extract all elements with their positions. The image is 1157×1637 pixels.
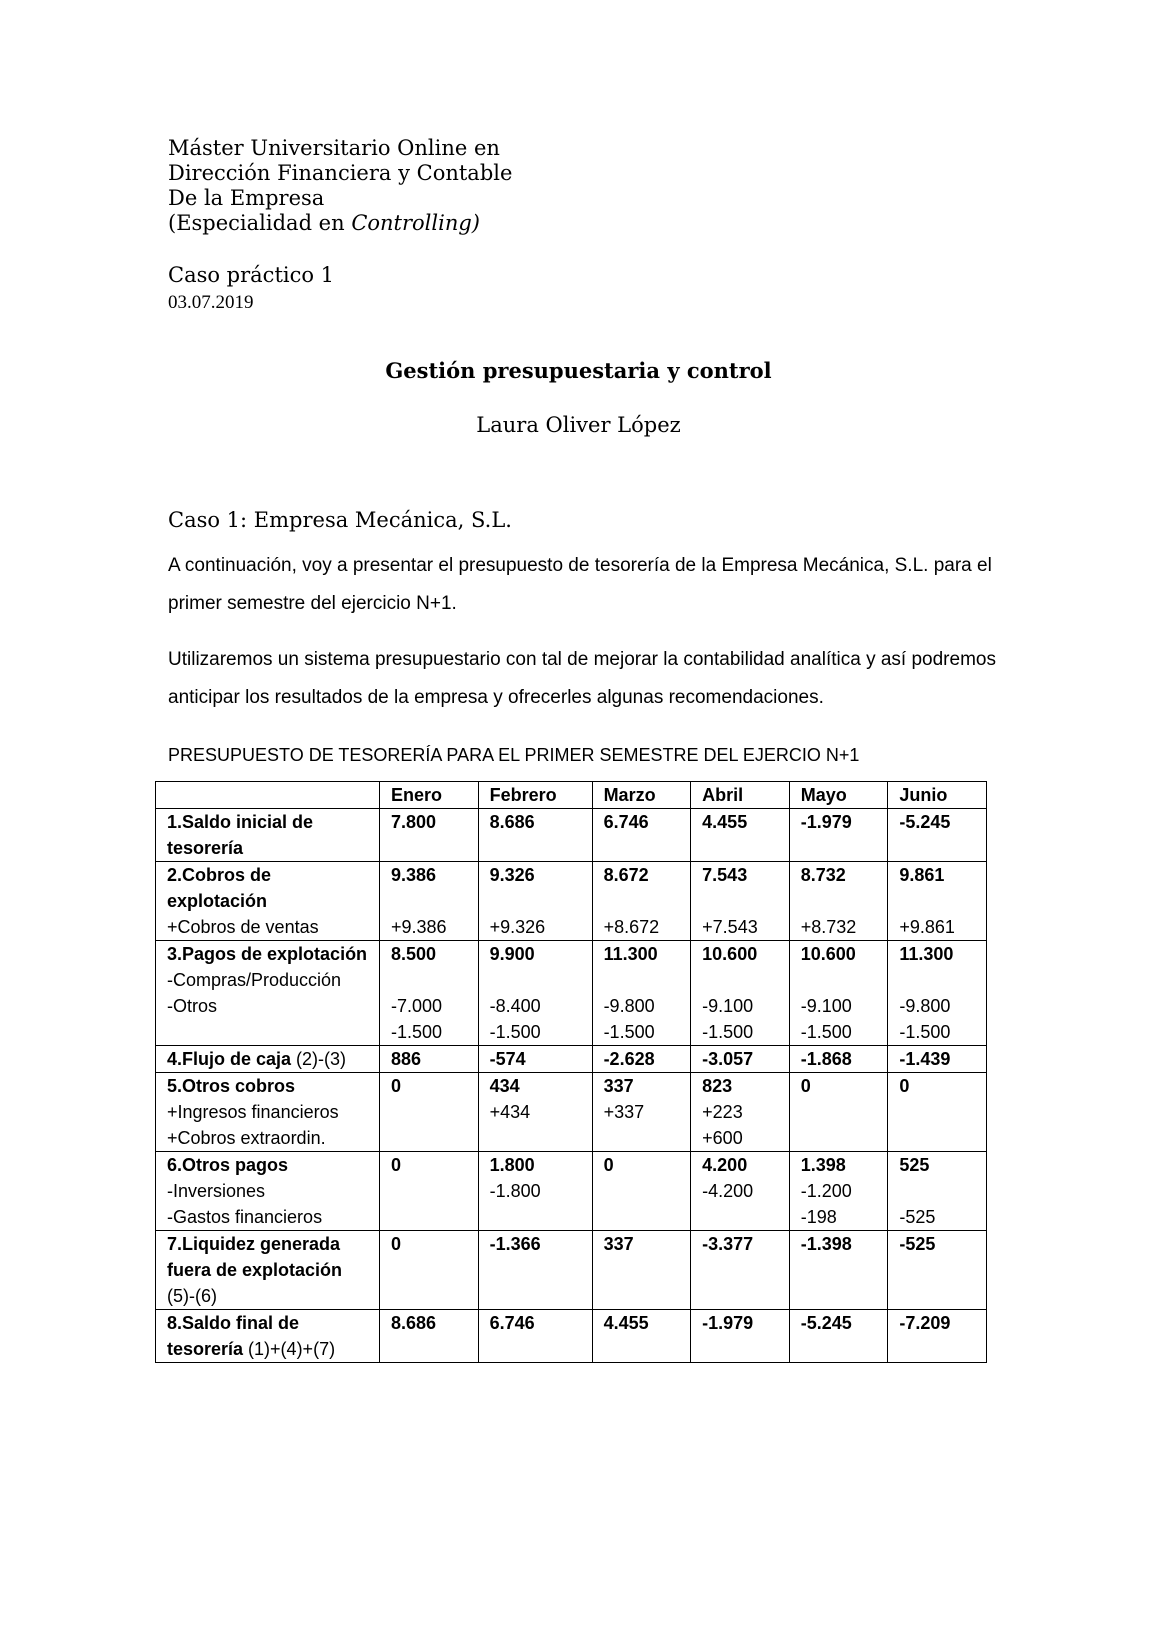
value-cell bbox=[380, 1152, 479, 1231]
header-line: Máster Universitario Online en bbox=[168, 136, 500, 160]
row-label-title: 4.Flujo de caja bbox=[167, 1049, 292, 1069]
value-cell bbox=[691, 1152, 790, 1231]
cell-total: -1.366 bbox=[489, 1234, 541, 1254]
row-label-main bbox=[167, 1046, 373, 1072]
cell-detail: +337 bbox=[603, 1102, 645, 1122]
cell-detail: +434 bbox=[489, 1102, 531, 1122]
cell-detail bbox=[899, 967, 980, 993]
value-cell bbox=[478, 1073, 592, 1152]
cell-detail: +9.861 bbox=[899, 917, 955, 937]
cell-detail: -1.500 bbox=[702, 1022, 754, 1042]
row-label-sub: +Cobros extraordin. bbox=[167, 1128, 326, 1148]
value-cell bbox=[380, 1231, 479, 1310]
author-name: Laura Oliver López bbox=[476, 413, 681, 437]
document-title: Gestión presupuestaria y control bbox=[385, 358, 772, 383]
row-label-sub: +Cobros de ventas bbox=[167, 917, 319, 937]
row-label bbox=[156, 809, 380, 862]
specialty-name: Controlling) bbox=[351, 211, 480, 235]
value-cell bbox=[380, 1046, 479, 1073]
value-cell bbox=[478, 809, 592, 862]
cell-total: 8.732 bbox=[800, 865, 846, 885]
value-cell bbox=[789, 1152, 888, 1231]
value-cell bbox=[691, 1046, 790, 1073]
cell-detail: -9.800 bbox=[899, 996, 951, 1016]
cell-total: 9.900 bbox=[489, 944, 535, 964]
cell-total: 8.500 bbox=[391, 944, 437, 964]
cell-detail: -8.400 bbox=[489, 996, 541, 1016]
row-label-main bbox=[167, 862, 373, 914]
document-date: 03.07.2019 bbox=[168, 292, 254, 313]
cell-total: 4.200 bbox=[702, 1155, 748, 1175]
cell-detail: -1.500 bbox=[899, 1022, 951, 1042]
table-row bbox=[156, 941, 987, 1046]
cell-total: 11.300 bbox=[603, 944, 658, 964]
cell-total: -574 bbox=[489, 1049, 526, 1069]
value-cell bbox=[592, 1310, 691, 1363]
cell-total: 6.746 bbox=[603, 812, 649, 832]
table-row bbox=[156, 1073, 987, 1152]
cell-detail bbox=[899, 888, 980, 914]
cell-detail bbox=[801, 967, 882, 993]
value-cell bbox=[888, 1152, 987, 1231]
cell-detail bbox=[604, 888, 685, 914]
value-cell bbox=[888, 1310, 987, 1363]
table-row bbox=[156, 1152, 987, 1231]
row-label-title: 8.Saldo final de tesorería bbox=[167, 1313, 300, 1359]
cell-detail: -1.500 bbox=[800, 1022, 852, 1042]
cell-total: 0 bbox=[603, 1155, 614, 1175]
cell-detail: -1.800 bbox=[489, 1181, 541, 1201]
value-cell bbox=[478, 1310, 592, 1363]
cell-total: -3.057 bbox=[702, 1049, 754, 1069]
row-label-title: 2.Cobros de explotación bbox=[167, 865, 272, 911]
value-cell bbox=[691, 1231, 790, 1310]
cell-detail: -198 bbox=[800, 1207, 837, 1227]
value-cell bbox=[888, 1231, 987, 1310]
value-cell bbox=[789, 862, 888, 941]
cell-total: 9.861 bbox=[899, 865, 945, 885]
cell-total: 1.398 bbox=[800, 1155, 846, 1175]
value-cell bbox=[592, 1152, 691, 1231]
cell-total: 7.800 bbox=[391, 812, 437, 832]
cell-detail: +8.672 bbox=[603, 917, 660, 937]
value-cell bbox=[592, 1073, 691, 1152]
cell-total: 0 bbox=[800, 1076, 811, 1096]
cell-detail: -9.800 bbox=[603, 996, 655, 1016]
cell-total: 0 bbox=[391, 1155, 402, 1175]
treasury-budget-table bbox=[155, 781, 987, 1363]
row-label-formula: (1)+(4)+(7) bbox=[243, 1339, 336, 1359]
value-cell bbox=[691, 1073, 790, 1152]
cell-detail: -1.500 bbox=[603, 1022, 655, 1042]
cell-total: -1.979 bbox=[800, 812, 852, 832]
cell-total: -5.245 bbox=[800, 1313, 852, 1333]
cell-detail: -7.000 bbox=[391, 996, 443, 1016]
value-cell bbox=[789, 809, 888, 862]
value-cell bbox=[789, 1231, 888, 1310]
column-header bbox=[156, 782, 380, 809]
cell-detail: -4.200 bbox=[702, 1181, 754, 1201]
row-label-sub: (5)-(6) bbox=[167, 1286, 217, 1306]
cell-detail: -525 bbox=[899, 1207, 936, 1227]
cell-total: 823 bbox=[702, 1076, 733, 1096]
header-line: Dirección Financiera y Contable bbox=[168, 161, 513, 185]
cell-total: 7.543 bbox=[702, 865, 748, 885]
value-cell bbox=[691, 941, 790, 1046]
cell-detail: +9.326 bbox=[489, 917, 546, 937]
value-cell bbox=[888, 1046, 987, 1073]
row-label-title: 6.Otros pagos bbox=[167, 1155, 289, 1175]
value-cell bbox=[888, 1073, 987, 1152]
row-label-main bbox=[167, 1310, 373, 1362]
table-caption: PRESUPUESTO DE TESORERÍA PARA EL PRIMER SEMESTRE DEL EJERCIO N+1 bbox=[168, 745, 860, 765]
cell-total: 11.300 bbox=[899, 944, 954, 964]
value-cell bbox=[592, 941, 691, 1046]
cell-total: -3.377 bbox=[702, 1234, 754, 1254]
row-label-title: 7.Liquidez generada fuera de explotación bbox=[167, 1234, 343, 1280]
row-label-main bbox=[167, 1231, 373, 1283]
row-label bbox=[156, 862, 380, 941]
cell-total: -1.398 bbox=[800, 1234, 852, 1254]
cell-detail: -9.100 bbox=[800, 996, 852, 1016]
table-row bbox=[156, 1046, 987, 1073]
value-cell bbox=[478, 862, 592, 941]
header-line: De la Empresa bbox=[168, 186, 325, 210]
cell-total: 0 bbox=[899, 1076, 910, 1096]
cell-detail: +7.543 bbox=[702, 917, 758, 937]
cell-total: 9.386 bbox=[391, 865, 437, 885]
column-header: Mayo bbox=[789, 782, 888, 809]
intro-paragraph: A continuación, voy a presentar el presupuesto de tesorería de la Empresa Mecánica, S.L. para el primer semestre del ejercicio N+1. bbox=[168, 555, 992, 614]
table-row bbox=[156, 1231, 987, 1310]
cell-total: 10.600 bbox=[702, 944, 758, 964]
column-header: Febrero bbox=[478, 782, 592, 809]
column-header: Marzo bbox=[592, 782, 691, 809]
cell-detail bbox=[391, 967, 472, 993]
value-cell bbox=[888, 862, 987, 941]
value-cell bbox=[380, 809, 479, 862]
value-cell bbox=[691, 809, 790, 862]
cell-total: -1.868 bbox=[800, 1049, 852, 1069]
row-label bbox=[156, 1310, 380, 1363]
row-label bbox=[156, 1046, 380, 1073]
cell-detail bbox=[490, 888, 586, 914]
value-cell bbox=[592, 862, 691, 941]
row-label-main bbox=[167, 941, 373, 967]
cell-total: 9.326 bbox=[489, 865, 535, 885]
cell-detail bbox=[801, 888, 882, 914]
cell-detail: -1.500 bbox=[489, 1022, 541, 1042]
value-cell bbox=[888, 941, 987, 1046]
value-cell bbox=[380, 941, 479, 1046]
cell-total: -7.209 bbox=[899, 1313, 951, 1333]
cell-total: 434 bbox=[489, 1076, 520, 1096]
cell-total: 4.455 bbox=[702, 812, 748, 832]
cell-total: 886 bbox=[391, 1049, 422, 1069]
value-cell bbox=[592, 1046, 691, 1073]
value-cell bbox=[789, 1046, 888, 1073]
table-row bbox=[156, 1310, 987, 1363]
cell-total: 0 bbox=[391, 1234, 402, 1254]
row-label-sub: -Otros bbox=[167, 996, 218, 1016]
value-cell bbox=[888, 809, 987, 862]
value-cell bbox=[380, 1073, 479, 1152]
cell-detail: +9.386 bbox=[391, 917, 447, 937]
column-header: Abril bbox=[691, 782, 790, 809]
column-header: Junio bbox=[888, 782, 987, 809]
cell-detail: +8.732 bbox=[800, 917, 857, 937]
cell-total: 4.455 bbox=[603, 1313, 649, 1333]
cell-total: -5.245 bbox=[899, 812, 951, 832]
cell-detail bbox=[702, 888, 783, 914]
cell-detail bbox=[604, 967, 685, 993]
row-label-sub: -Inversiones bbox=[167, 1181, 266, 1201]
row-label-sub: -Gastos financieros bbox=[167, 1207, 323, 1227]
cell-total: 8.686 bbox=[489, 812, 535, 832]
value-cell bbox=[478, 1046, 592, 1073]
row-label-main bbox=[167, 1152, 373, 1178]
cell-detail bbox=[899, 1178, 980, 1204]
cell-total: -525 bbox=[899, 1234, 936, 1254]
row-label-sub: -Compras/Producción bbox=[167, 970, 342, 990]
value-cell bbox=[789, 1310, 888, 1363]
cell-detail bbox=[702, 967, 783, 993]
row-label-main bbox=[167, 809, 373, 861]
value-cell bbox=[592, 1231, 691, 1310]
value-cell bbox=[592, 809, 691, 862]
cell-detail: +223 bbox=[702, 1102, 743, 1122]
cell-total: -1.439 bbox=[899, 1049, 951, 1069]
value-cell bbox=[478, 1231, 592, 1310]
cell-total: -2.628 bbox=[603, 1049, 655, 1069]
row-label bbox=[156, 1152, 380, 1231]
row-label-formula: (2)-(3) bbox=[291, 1049, 347, 1069]
row-label-title: 5.Otros cobros bbox=[167, 1076, 296, 1096]
cell-detail bbox=[490, 967, 586, 993]
table-body bbox=[156, 809, 987, 1363]
method-paragraph: Utilizaremos un sistema presupuestario con tal de mejorar la contabilidad analítica y así podremos anticipar los resultados de la empresa y ofrecerles algunas recomendaciones. bbox=[168, 649, 996, 708]
row-label bbox=[156, 941, 380, 1046]
cell-detail bbox=[391, 888, 472, 914]
row-label-title: 1.Saldo inicial de tesorería bbox=[167, 812, 314, 858]
cell-total: 525 bbox=[899, 1155, 930, 1175]
cell-total: -1.979 bbox=[702, 1313, 754, 1333]
case-label: Caso práctico 1 bbox=[168, 263, 335, 287]
value-cell bbox=[691, 1310, 790, 1363]
cell-total: 6.746 bbox=[489, 1313, 535, 1333]
value-cell bbox=[789, 1073, 888, 1152]
cell-total: 337 bbox=[603, 1076, 634, 1096]
cell-total: 8.672 bbox=[603, 865, 649, 885]
value-cell bbox=[478, 1152, 592, 1231]
row-label-title: 3.Pagos de explotación bbox=[167, 944, 368, 964]
cell-detail: -1.200 bbox=[800, 1181, 852, 1201]
row-label-sub: +Ingresos financieros bbox=[167, 1102, 339, 1122]
cell-total: 8.686 bbox=[391, 1313, 437, 1333]
program-header bbox=[168, 136, 512, 236]
value-cell bbox=[789, 941, 888, 1046]
value-cell bbox=[478, 941, 592, 1046]
row-label bbox=[156, 1073, 380, 1152]
header-specialty bbox=[168, 211, 512, 236]
row-label-main bbox=[167, 1073, 373, 1099]
value-cell bbox=[380, 1310, 479, 1363]
cell-detail: -9.100 bbox=[702, 996, 754, 1016]
value-cell bbox=[380, 862, 479, 941]
cell-total: 1.800 bbox=[489, 1155, 535, 1175]
cell-total: 337 bbox=[603, 1234, 634, 1254]
cell-detail: -1.500 bbox=[391, 1022, 443, 1042]
specialty-prefix: (Especialidad en bbox=[168, 211, 352, 235]
row-label bbox=[156, 1231, 380, 1310]
table-row bbox=[156, 862, 987, 941]
table-header-row bbox=[156, 782, 987, 809]
cell-total: 10.600 bbox=[800, 944, 856, 964]
column-header: Enero bbox=[380, 782, 479, 809]
table-row bbox=[156, 809, 987, 862]
cell-detail: +600 bbox=[702, 1128, 743, 1148]
section-title: Caso 1: Empresa Mecánica, S.L. bbox=[168, 508, 512, 532]
cell-total: 0 bbox=[391, 1076, 402, 1096]
value-cell bbox=[691, 862, 790, 941]
